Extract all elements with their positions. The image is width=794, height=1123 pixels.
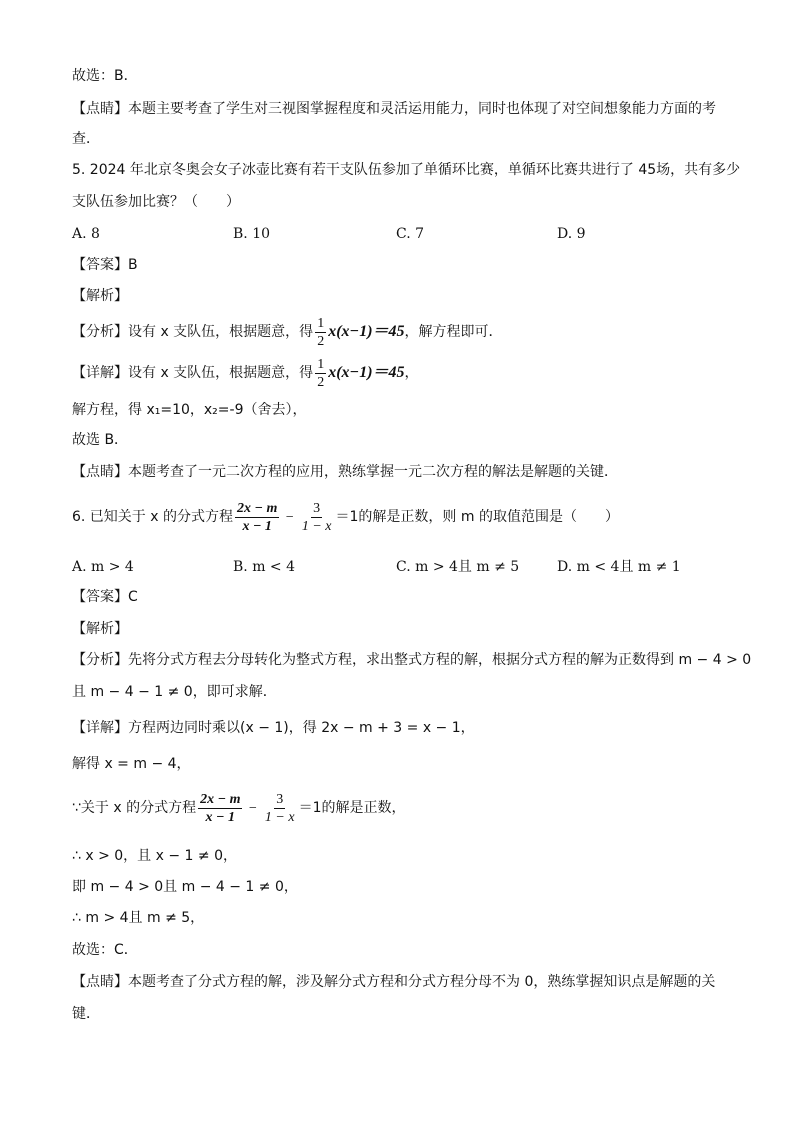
q6-analysis-line2: 且 m − 4 − 1 ≠ 0，即可求解．: [72, 684, 277, 700]
q5-detail-equation: x(x−1)＝45: [328, 364, 405, 381]
q5-detail-suffix: ，: [404, 365, 419, 381]
q5-option-d: D. 9: [557, 226, 586, 242]
q6-line-ie: 即 m − 4 > 0且 m − 4 − 1 ≠ 0，: [72, 879, 298, 895]
fraction-denominator: x − 1: [205, 809, 236, 825]
q6-stem-prefix: 6. 已知关于 x 的分式方程: [72, 509, 233, 525]
fraction-numerator: 3: [313, 500, 321, 516]
q5-analysis-equation: x(x−1)＝45: [328, 323, 405, 340]
q6-stem-fraction-2: [300, 500, 334, 535]
q4-comment-line1: 【点睛】本题主要考查了学生对三视图掌握程度和灵活运用能力，同时也体现了对空间想象能力方面的考: [72, 101, 716, 117]
q5-analysis-suffix: ，解方程即可．: [404, 324, 503, 340]
fraction-numerator: 1: [317, 315, 325, 331]
fraction-denominator: 1 − x: [301, 518, 332, 534]
q6-comment-line1: 【点睛】本题考查了分式方程的解，涉及解分式方程和分式方程分母不为 0，熟练掌握知识点是解题的关: [72, 974, 716, 990]
fraction-denominator: 1 − x: [264, 809, 295, 825]
q6-option-c: C. m > 4且 m ≠ 5: [396, 559, 520, 575]
q6-because-fraction-2: [263, 791, 297, 826]
q4-comment-line2: 查．: [72, 131, 100, 147]
q5-stem-line1: 5. 2024 年北京冬奥会女子冰壶比赛有若干支队伍参加了单循环比赛，单循环比赛共进行了 45场，共有多少: [72, 162, 741, 178]
q6-stem-suffix: ＝1的解是正数，则 m 的取值范围是（ ）: [335, 509, 619, 525]
q6-option-b: B. m < 4: [233, 559, 296, 575]
fraction-numerator: 2x − m: [200, 791, 241, 807]
q5-choose: 故选 B．: [72, 432, 129, 448]
q5-option-b: B. 10: [233, 226, 271, 242]
q6-choose: 故选：C．: [72, 942, 138, 958]
q6-detail-line1: 【详解】方程两边同时乘以(x − 1)，得 2x − m + 3 = x − 1，: [72, 720, 475, 736]
q5-option-c: C. 7: [396, 226, 425, 242]
q6-because-prefix: ∵关于 x 的分式方程: [72, 800, 197, 816]
q6-stem-fraction-1: [235, 500, 279, 535]
q5-analysis: [72, 314, 503, 350]
q6-option-d: D. m < 4且 m ≠ 1: [557, 559, 681, 575]
fraction-denominator: 2: [317, 374, 325, 390]
q6-comment-line2: 键．: [72, 1006, 100, 1022]
q6-option-a: A. m > 4: [72, 559, 134, 575]
q5-analysis-label: 【解析】: [72, 288, 128, 304]
fraction-numerator: 1: [317, 356, 325, 372]
q6-because: ∵关于 x 的分式方程 $\frac{2x - m}{x - 1}$ − $\frac{3}{1 - x}$ ＝1的解是正数，: [72, 791, 406, 825]
q5-detail: [72, 355, 419, 391]
fraction-denominator: x − 1: [242, 518, 272, 534]
q5-analysis-prefix: 【分析】设有 x 支队伍，根据题意，得: [72, 324, 314, 340]
q5-option-a: A. 8: [72, 226, 100, 242]
q5-answer: 【答案】B: [72, 257, 138, 273]
q6-because-fraction-1: [198, 791, 242, 826]
q6-stem: 6. 已知关于 x 的分式方程 $\frac{2x - m}{x - 1}$ − $\frac{3}{1 - x}$ ＝1的解是正数，则 m 的取值范围是（ ）: [72, 500, 619, 534]
q6-answer: 【答案】C: [72, 589, 138, 605]
q6-because-suffix: ＝1的解是正数，: [298, 800, 406, 816]
q6-analysis-label: 【解析】: [72, 621, 128, 637]
q6-therefore-2: ∴ m > 4且 m ≠ 5，: [72, 910, 205, 926]
q5-stem-line2: 支队伍参加比赛？（ ）: [72, 194, 240, 210]
q5-analysis-fraction: [315, 315, 326, 350]
q6-analysis-line1: 【分析】先将分式方程去分母转化为整式方程，求出整式方程的解，根据分式方程的解为正数得到 m − 4 > 0: [72, 652, 752, 668]
q6-detail-line2: 解得 x = m − 4，: [72, 756, 191, 772]
q5-detail-prefix: 【详解】设有 x 支队伍，根据题意，得: [72, 365, 314, 381]
fraction-denominator: 2: [317, 333, 325, 349]
q6-therefore-1: ∴ x > 0，且 x − 1 ≠ 0，: [72, 848, 237, 864]
fraction-numerator: 2x − m: [237, 500, 278, 516]
q4-choose: 故选：B．: [72, 68, 138, 84]
fraction-numerator: 3: [276, 791, 284, 807]
q5-solve: 解方程，得 x₁=10，x₂=-9（舍去），: [72, 402, 307, 418]
q5-detail-fraction: [315, 356, 326, 391]
q5-comment: 【点睛】本题考查了一元二次方程的应用，熟练掌握一元二次方程的解法是解题的关键．: [72, 464, 618, 480]
